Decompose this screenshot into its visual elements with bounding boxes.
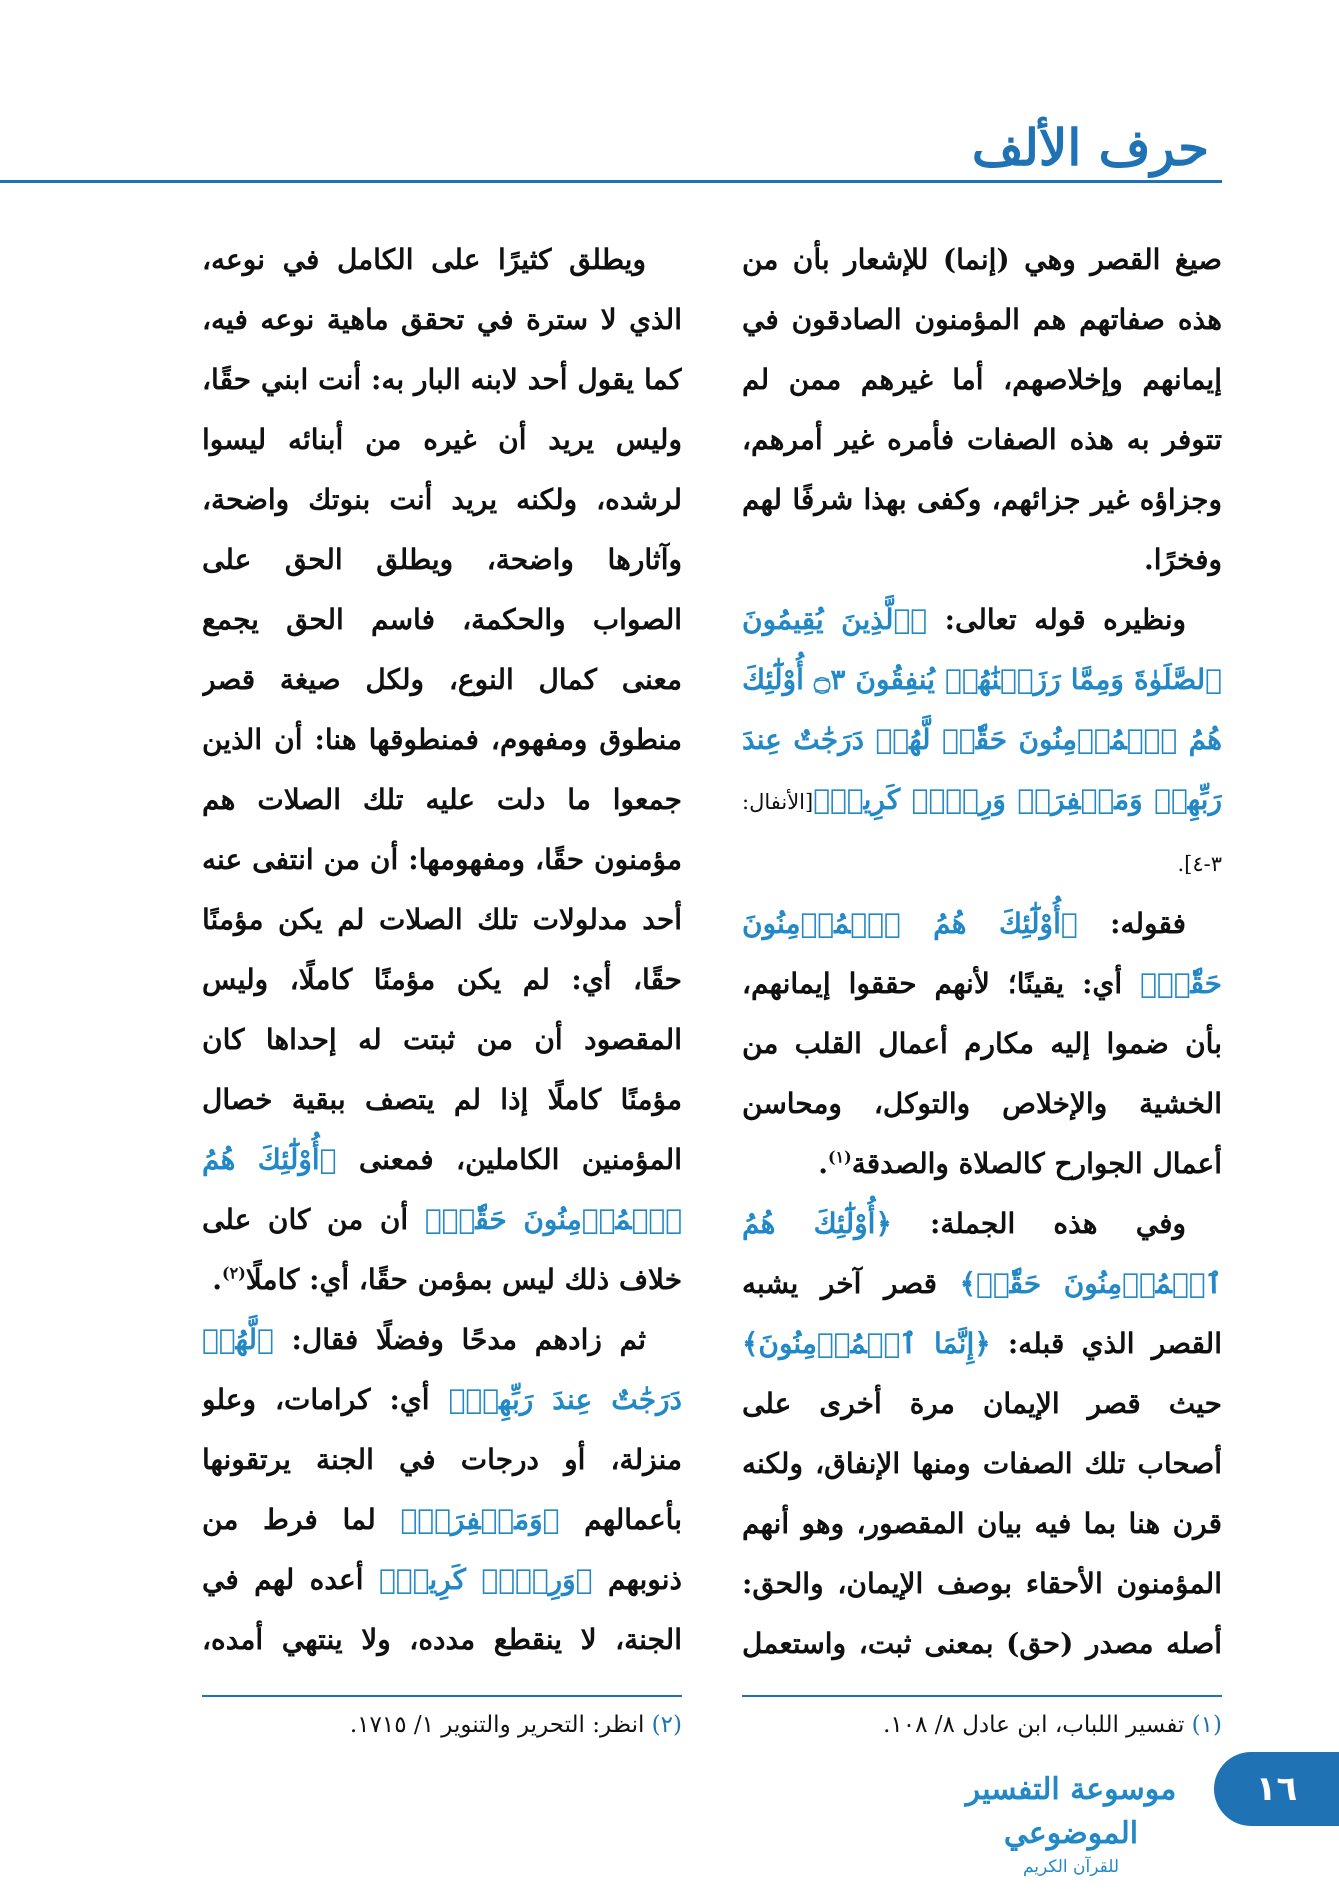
footnote-divider — [202, 1695, 682, 1697]
text: أي: يقينًا؛ لأنهم حققوا إيمانهم، بأن ضموا إليه مكارم أعمال القلب من الخشية والإخلاص والتوكل، ومحاسن أعمال الجوارح كالصلاة والصدقة — [742, 967, 1222, 1180]
paragraph — [742, 1194, 1222, 1675]
quran-verse: ﴿لَّهُمۡ دَرَجَٰتٌ عِندَ رَبِّهِمۡ﴾ — [202, 1323, 682, 1416]
footnote-text: انظر: التحرير والتنوير ١/ ١٧١٥. — [349, 1712, 652, 1738]
text: . — [212, 1263, 223, 1296]
footnote-2 — [202, 1712, 682, 1738]
text: وفي هذه الجملة: — [891, 1207, 1186, 1240]
footnote-marker[interactable]: (٢) — [222, 1263, 246, 1283]
quran-verse: ﴿أُوْلَٰٓئِكَ هُمُ ٱلۡمُؤۡمِنُونَ حَقّٗاۚ﴾ — [742, 1207, 1222, 1300]
footnote-marker[interactable]: (١) — [827, 1147, 852, 1167]
text: فقوله: — [1077, 907, 1186, 940]
text: أي: كرامات، وعلو منزلة، أو درجات في الجنة يرتقونها بأعمالهم — [202, 1383, 682, 1536]
verse-reference: [الأنفال: ٣-٤]. — [742, 790, 1222, 876]
quran-verse: ﴿أُوْلَٰٓئِكَ هُمُ ٱلۡمُؤۡمِنُونَ حَقّٗاۚ﴾ — [202, 1143, 682, 1236]
quran-verse: ﴿وَرِزۡقٞ كَرِيمٞ﴾ — [378, 1563, 593, 1596]
quran-verse: ﴿ٱلَّذِينَ يُقِيمُونَ ٱلصَّلَوٰةَ وَمِمَّا رَزَقۡنَٰهُمۡ يُنفِقُونَ ۝٣ أُوْلَٰٓئِكَ هُمُ ٱلۡمُؤۡمِنُونَ حَقّٗاۚ لَّهُمۡ دَرَجَٰتٌ عِندَ رَبِّهِمۡ وَمَغۡفِرَةٞ وَرِزۡقٞ كَرِيمٞ﴾ — [742, 603, 1222, 816]
text: لما فرط من ذنوبهم — [202, 1503, 682, 1596]
footnote-number: (١) — [1191, 1712, 1222, 1738]
footnote-text: تفسير اللباب، ابن عادل ٨/ ١٠٨. — [883, 1712, 1192, 1738]
header-divider — [0, 180, 1222, 183]
right-column — [742, 230, 1222, 1675]
page-number: ١٦ — [1214, 1752, 1339, 1826]
quran-verse: ﴿وَمَغۡفِرَةٞ﴾ — [400, 1503, 560, 1536]
chapter-title: حرف الألف — [971, 118, 1209, 177]
footnote-number: (٢) — [651, 1712, 682, 1738]
paragraph — [202, 230, 682, 1310]
footnote-1 — [742, 1712, 1222, 1738]
paragraph — [202, 1310, 682, 1675]
text: حيث قصر الإيمان مرة أخرى على أصحاب تلك الصفات ومنها الإنفاق، ولكنه قرن هنا بما فيه بيان المقصور، وهو أنهم المؤمنون الأحقاء بوصف الإيمان، والحق: أصله مصدر (حق) بمعنى ثبت، واستعمل — [742, 1387, 1222, 1660]
logo-subtitle: للقرآن الكريم — [1022, 1857, 1120, 1877]
paragraph — [742, 590, 1222, 894]
encyclopedia-logo — [951, 1768, 1191, 1877]
paragraph: صيغ القصر وهي (إنما) للإشعار بأن من هذه صفاتهم هم المؤمنون الصادقون في إيمانهم وإخلاصهم، أما غيرهم ممن لم تتوفر به هذه الصفات فأمره غير أمرهم، وجزاؤه غير جزائهم، وكفى بهذا شرفًا لهم وفخرًا. — [742, 243, 1222, 576]
logo-title: موسوعة التفسير الموضوعي — [965, 1772, 1177, 1851]
quran-verse: ﴿إِنَّمَا ٱلۡمُؤۡمِنُونَ﴾ — [742, 1327, 991, 1360]
text: ونظيره قوله تعالى: — [927, 603, 1187, 636]
footnote-divider — [742, 1695, 1222, 1697]
text: . — [818, 1147, 828, 1180]
text: قصر آخر يشبه القصر الذي قبله: — [742, 1267, 1222, 1360]
text: أن من كان على خلاف ذلك ليس بمؤمن حقًا، أي: كاملًا — [202, 1203, 682, 1296]
left-column — [202, 230, 682, 1675]
text: ويطلق كثيرًا على الكامل في نوعه، الذي لا سترة في تحقق ماهية نوعه فيه، كما يقول أحد لابنه البار به: أنت ابني حقًا، وليس يريد أن غيره من أبنائه ليسوا لرشده، ولكنه يريد أنت بنوتك واضحة، وآثارها واضحة، ويطلق الحق على الصواب والحكمة، فاسم الحق يجمع معنى كمال النوع، ولكل صيغة قصر منطوق ومفهوم، فمنطوقها هنا: أن الذين جمعوا ما دلت عليه تلك الصلات هم مؤمنون حقًا، ومفهومها: أن من انتفى عنه أحد مدلولات تلك الصلات لم يكن مؤمنًا حقًا، أي: لم يكن مؤمنًا كاملًا، وليس المقصود أن من ثبتت له إحداها كان مؤمنًا كاملًا إذا لم يتصف ببقية خصال المؤمنين الكاملين، فمعنى — [202, 243, 682, 1176]
quran-verse: ﴿أُوْلَٰٓئِكَ هُمُ ٱلۡمُؤۡمِنُونَ حَقّٗاۚ﴾ — [742, 907, 1222, 1000]
text: أعده لهم في الجنة، لا ينقطع مدده، ولا ينتهي أمده، — [202, 1563, 682, 1656]
text: ثم زادهم مدحًا وفضلًا فقال: — [273, 1323, 646, 1356]
paragraph — [742, 894, 1222, 1194]
